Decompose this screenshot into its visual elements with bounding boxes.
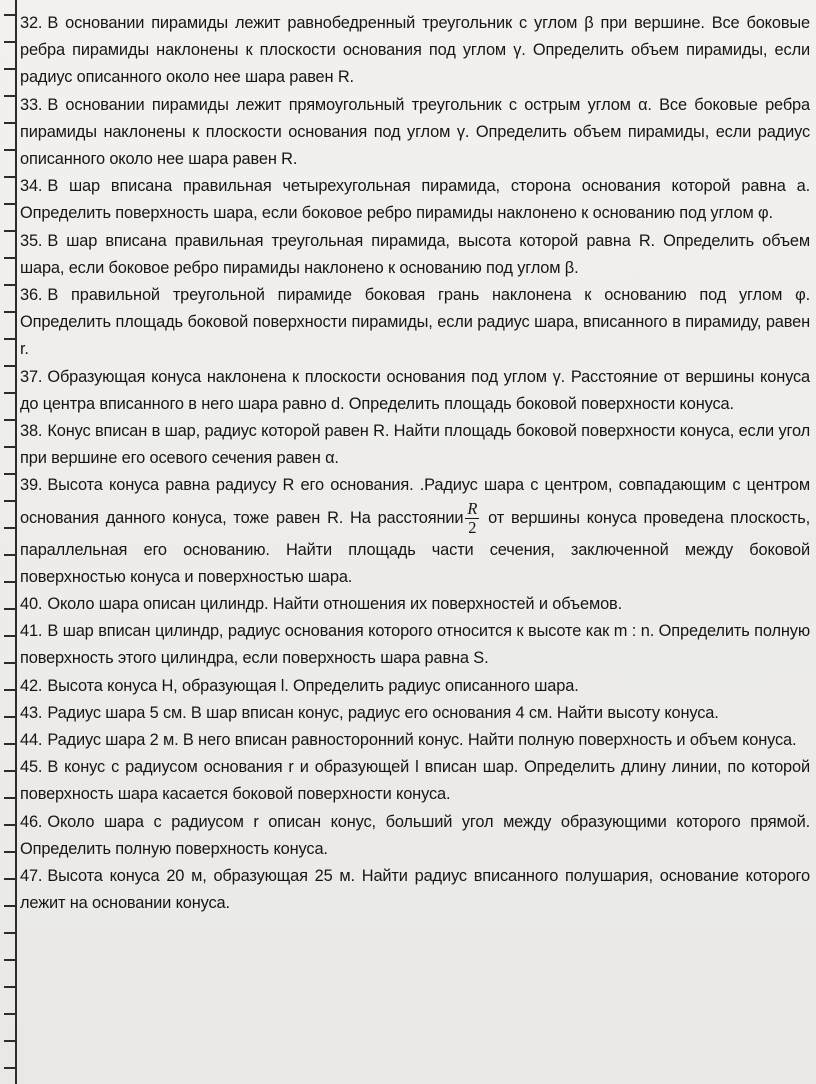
margin-tick <box>4 473 16 475</box>
problem-37: 37. Образующая конуса наклонена к плоскости основания под углом γ. Расстояние от вершины конуса до центра вписанного в него шара равно d. Определить площадь боковой поверхности конуса. <box>20 367 810 413</box>
margin-tick <box>4 1067 16 1069</box>
problem-45: 45. В конус с радиусом основания r и образующей l вписан шар. Определить длину линии, по которой поверхность шара касается боковой поверхности конуса. <box>20 758 810 804</box>
margin-tick <box>4 284 16 286</box>
margin-ticks <box>4 0 16 1084</box>
margin-tick <box>4 392 16 394</box>
margin-tick <box>4 959 16 961</box>
margin-tick <box>4 824 16 826</box>
problem-33: 33. В основании пирамиды лежит прямоугольный треугольник с острым углом α. Все боковые ребра пирамиды наклонены к плоскости основания под углом γ. Определить объем пирамиды, если радиус описанного около нее шара равен R. <box>20 95 810 169</box>
margin-tick <box>4 878 16 880</box>
margin-tick <box>4 230 16 232</box>
problem-34: 34. В шар вписана правильная четырехугольная пирамида, сторона основания которой равна a. Определить поверхность шара, если боковое ребро пирамиды наклонено к основанию под углом φ. <box>20 177 810 223</box>
margin-tick <box>4 986 16 988</box>
problem-35: 35. В шар вписана правильная треугольная пирамида, высота которой равна R. Определить объем шара, если боковое ребро пирамиды наклонено к основанию под углом β. <box>20 231 810 277</box>
problem-47: 47. Высота конуса 20 м, образующая 25 м. Найти радиус вписанного полушария, основание которого лежит на основании конуса. <box>20 867 810 913</box>
margin-tick <box>4 311 16 313</box>
margin-tick <box>4 14 16 16</box>
margin-tick <box>4 203 16 205</box>
margin-tick <box>4 608 16 610</box>
problem-46: 46. Около шара с радиусом r описан конус, больший угол между образующими которого прямой. Определить полную поверхность конуса. <box>20 812 810 858</box>
margin-tick <box>4 149 16 151</box>
margin-tick <box>4 797 16 799</box>
margin-tick <box>4 1040 16 1042</box>
margin-tick <box>4 122 16 124</box>
margin-tick <box>4 635 16 637</box>
problem-38: 38. Конус вписан в шар, радиус которой равен R. Найти площадь боковой поверхности конуса, если угол при вершине его осевого сечения равен α. <box>20 422 810 468</box>
margin-tick <box>4 176 16 178</box>
problem-list <box>20 10 810 918</box>
margin-tick <box>4 41 16 43</box>
problem-41: 41. В шар вписан цилиндр, радиус основания которого относится к высоте как m : n. Определить полную поверхность этого цилиндра, если поверхность шара равна S. <box>20 622 810 668</box>
problem-36: 36. В правильной треугольной пирамиде боковая грань наклонена к основанию под углом φ. Определить площадь боковой поверхности пирамиды, если радиус шара, вписанного в пирамиду, равен r. <box>20 286 810 359</box>
margin-tick <box>4 743 16 745</box>
margin-tick <box>4 95 16 97</box>
margin-tick <box>4 338 16 340</box>
margin-tick <box>4 932 16 934</box>
problem-43: 43. Радиус шара 5 см. В шар вписан конус, радиус его основания 4 см. Найти высоту конуса. <box>20 703 719 722</box>
problem-44: 44. Радиус шара 2 м. В него вписан равносторонний конус. Найти полную поверхность и объем конуса. <box>20 731 797 750</box>
margin-tick <box>4 257 16 259</box>
margin-tick <box>4 527 16 529</box>
margin-tick <box>4 770 16 772</box>
margin-tick <box>4 365 16 367</box>
margin-tick <box>4 419 16 421</box>
margin-tick <box>4 716 16 718</box>
margin-tick <box>4 1013 16 1015</box>
margin-tick <box>4 662 16 664</box>
problem-32: 32. В основании пирамиды лежит равнобедренный треугольник с углом β при вершине. Все боковые ребра пирамиды наклонены к плоскости основания под углом γ. Определить объем пирамиды, если радиус описанного около нее шара равен R. <box>20 14 810 87</box>
problem-39: 39. Высота конуса равна радиусу R его основания. .Радиус шара с центром, совпадающим с центром основания данного конуса, тоже равен R. На расстоянии $\frac{R}{2}$ от вершины конуса проведена плоскость, параллельная его основанию. Найти площадь части сечения, заключенной между боковой поверхностью конуса и поверхностью шара. <box>20 476 811 586</box>
margin-tick <box>4 500 16 502</box>
margin-tick <box>4 554 16 556</box>
fraction-r-over-2: $\frac{R}{2}$ <box>467 498 478 537</box>
problem-40: 40. Около шара описан цилиндр. Найти отношения их поверхностей и объемов. <box>20 595 622 614</box>
margin-tick <box>4 581 16 583</box>
margin-tick <box>4 851 16 853</box>
margin-tick <box>4 68 16 70</box>
margin-tick <box>4 905 16 907</box>
margin-tick <box>4 446 16 448</box>
problem-42: 42. Высота конуса H, образующая l. Определить радиус описанного шара. <box>20 676 579 695</box>
margin-tick <box>4 689 16 691</box>
